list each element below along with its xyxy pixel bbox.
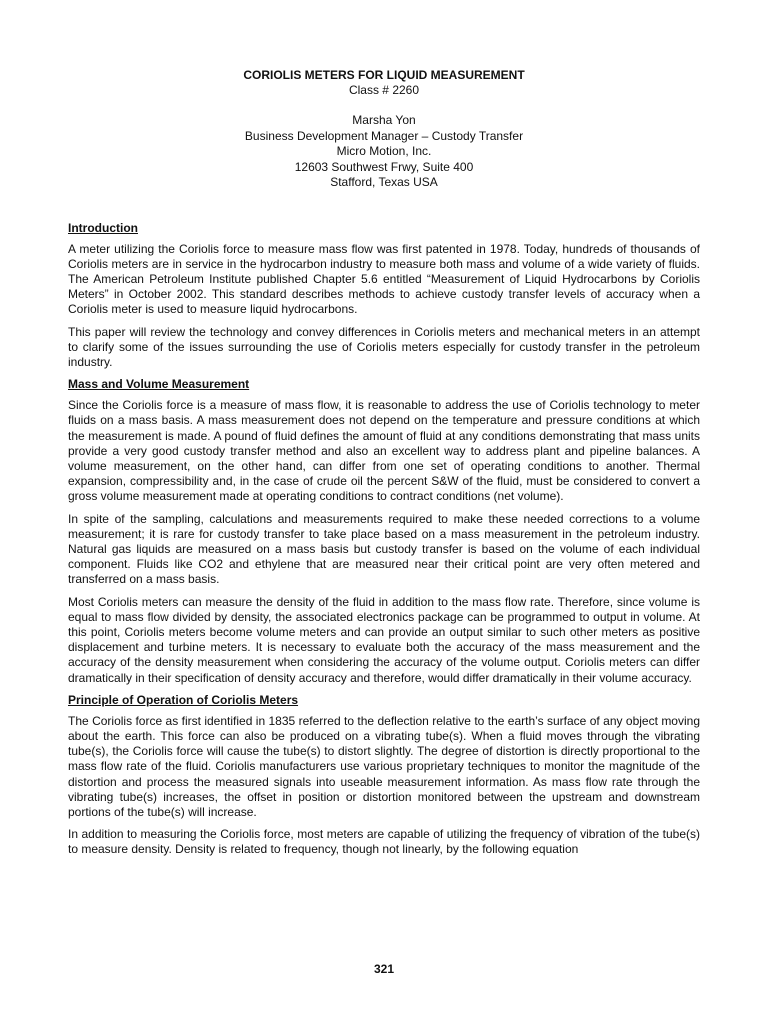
section-principle-of-operation <box>68 693 700 858</box>
section-heading: Mass and Volume Measurement <box>68 377 250 392</box>
section-mass-volume <box>68 377 700 686</box>
paragraph: In spite of the sampling, calculations and measurements required to make these needed corrections to a volume measurement; it is rare for custody transfer to take place based on a mass measurement in the petroleum industry. Natural gas liquids are measured on a mass basis but custody transfer is based on the volume of each individual component. Fluids like CO2 and ethylene that are measured near their critical point are very often metered and transferred on a mass basis. <box>68 511 700 587</box>
paper-title: CORIOLIS METERS FOR LIQUID MEASUREMENT <box>243 68 525 82</box>
author-block <box>68 113 700 191</box>
author-city: Stafford, Texas USA <box>330 175 438 189</box>
author-position: Business Development Manager – Custody Transfer <box>244 128 524 143</box>
paragraph: The Coriolis force as first identified in 1835 referred to the deflection relative to the earth’s surface of any object moving about the earth. This force can also be produced on a vibrating tube(s). When a fluid moves through the vibrating tube(s), the Coriolis force will cause the tube(s) to distort slightly. The degree of distortion is directly proportional to the mass flow rate of the fluid. Coriolis manufacturers use various proprietary techniques to monitor the magnitude of the distortion and process the measured signals into useable measurement information. As mass flow rate through the vibrating tube(s) increases, the offset in position or distortion monitored between the upstream and downstream portions of the tube(s) will increase. <box>68 713 700 819</box>
section-heading: Principle of Operation of Coriolis Meters <box>68 692 299 707</box>
section-heading: Introduction <box>68 220 138 235</box>
paragraph: This paper will review the technology and convey differences in Coriolis meters and mechanical meters in an attempt to clarify some of the issues surrounding the use of Coriolis meters especially for custody transfer in the petroleum industry. <box>68 324 700 369</box>
author-address: 12603 Southwest Frwy, Suite 400 <box>294 159 474 174</box>
page-number: 321 <box>373 962 395 976</box>
paragraph: Most Coriolis meters can measure the density of the fluid in addition to the mass flow rate. Therefore, since volume is equal to mass flow divided by density, the associated electronics package can be programmed to output in volume. At this point, Coriolis meters become volume meters and can provide an output similar to such other meters as positive displacement and turbine meters. It is necessary to evaluate both the accuracy of the mass measurement and the accuracy of the density measurement when considering the accuracy of the volume output. Coriolis meters can differ dramatically in their specification of density accuracy and therefore, would differ dramatically in their volume accuracy. <box>68 594 700 685</box>
paragraph: Since the Coriolis force is a measure of mass flow, it is reasonable to address the use of Coriolis technology to meter fluids on a mass basis. A mass measurement does not depend on the temperature and pressure conditions at which the measurement is made. A pound of fluid defines the amount of fluid at any conditions demonstrating that mass units provide a very good custody transfer method and also an excellent way to address plant and pipeline balances. A volume measurement, on the other hand, can differ from one set of operating conditions to another. Thermal expansion, compressibility and, in the case of crude oil the percent S&W of the fluid, must be considered to convert a gross volume measurement made at operating conditions to contract conditions (net volume). <box>68 398 700 504</box>
author-name: Marsha Yon <box>352 113 416 127</box>
class-number: Class # 2260 <box>348 83 420 97</box>
section-introduction <box>68 221 700 371</box>
paragraph: A meter utilizing the Coriolis force to measure mass flow was first patented in 1978. Today, hundreds of thousands of Coriolis meters are in service in the hydrocarbon industry to measure both mass and volume of a wide variety of fluids. The American Petroleum Institute published Chapter 5.6 entitled “Measurement of Liquid Hydrocarbons by Coriolis Meters” in October 2002. This standard describes methods to achieve custody transfer levels of accuracy when a Coriolis meter is used to measure liquid hydrocarbons. <box>68 241 700 317</box>
author-company: Micro Motion, Inc. <box>336 144 432 158</box>
paper-page <box>68 68 700 865</box>
paragraph: In addition to measuring the Coriolis force, most meters are capable of utilizing the frequency of vibration of the tube(s) to measure density. Density is related to frequency, though not linearly, by the following equation <box>68 827 700 857</box>
title-block <box>68 68 700 98</box>
